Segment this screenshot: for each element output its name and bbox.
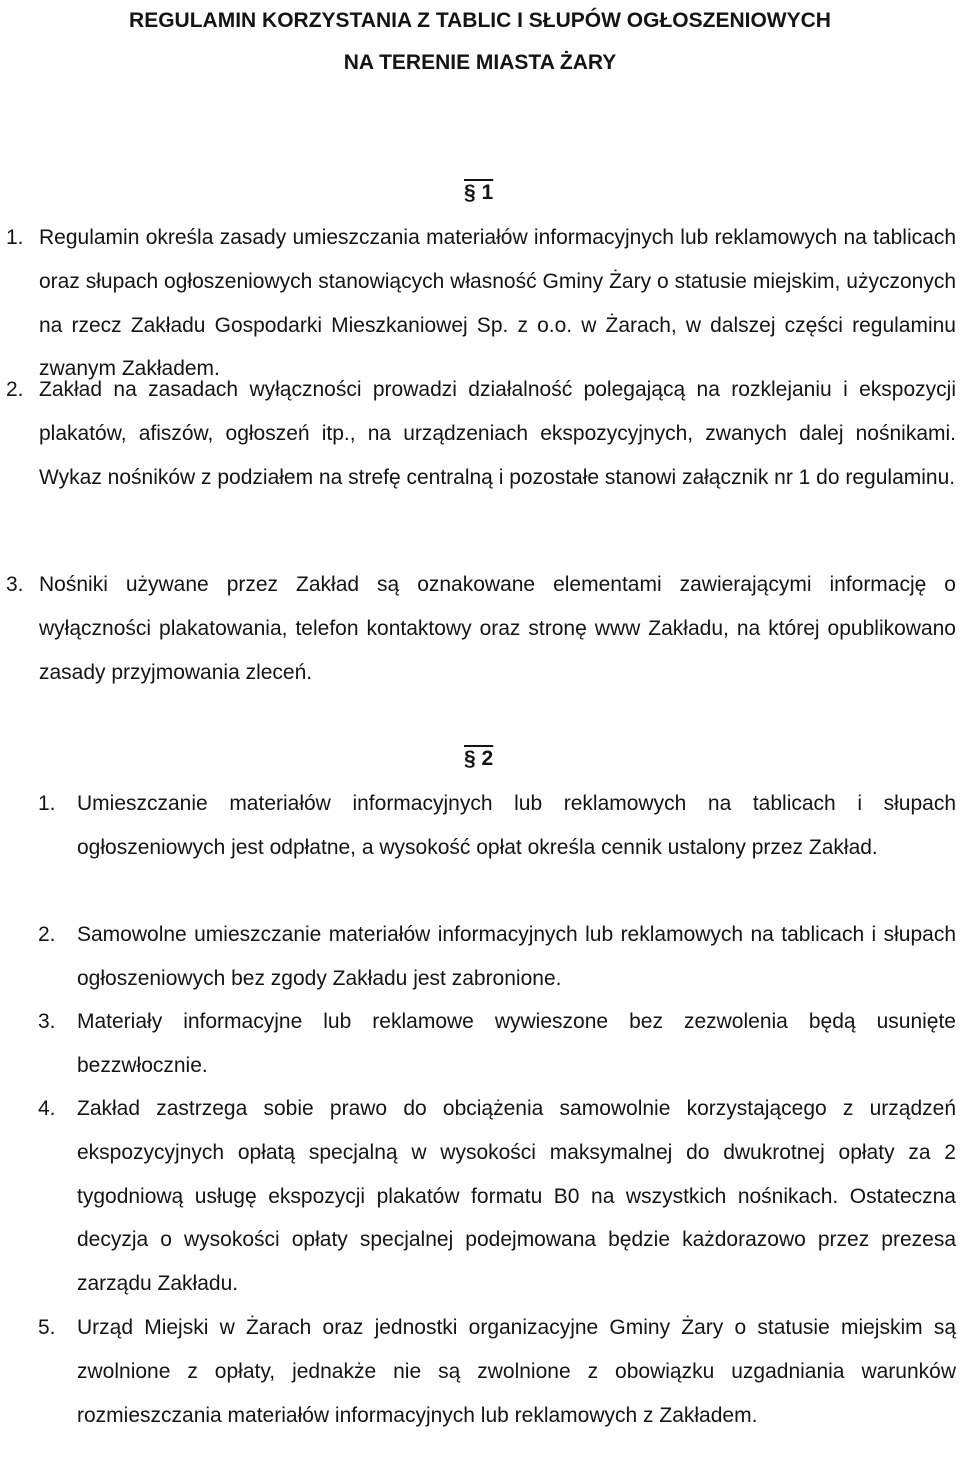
section-2-item-3	[38, 1000, 956, 1088]
item-number: 2.	[6, 378, 24, 401]
section-2-item-4	[38, 1087, 956, 1306]
section-2-heading: § 2	[464, 747, 494, 770]
item-number: 4.	[38, 1097, 56, 1120]
item-text: Nośniki używane przez Zakład są oznakowane elementami zawierającymi informację o wyłączności plakatowania, telefon kontaktowy oraz stronę www Zakładu, na której opublikowano zasady przyjmowania zleceń.	[39, 573, 956, 684]
section-1-item-2	[6, 368, 956, 499]
item-text: Zakład na zasadach wyłączności prowadzi działalność polegającą na rozklejaniu i ekspozycji plakatów, afiszów, ogłoszeń itp., na urządzeniach ekspozycyjnych, zwanych dalej nośnikami. Wykaz nośników z podziałem na strefę centralną i pozostałe stanowi załącznik nr 1 do regulaminu.	[39, 378, 956, 489]
item-number: 3.	[6, 573, 24, 596]
item-text: Samowolne umieszczanie materiałów informacyjnych lub reklamowych na tablicach i słupach ogłoszeniowych bez zgody Zakładu jest zabronione.	[77, 923, 956, 990]
section-1-item-1	[6, 216, 956, 391]
title-line-2: NA TERENIE MIASTA ŻARY	[343, 51, 617, 74]
section-2-item-2	[38, 913, 956, 1001]
item-number: 1.	[6, 226, 24, 249]
section-2-item-5	[38, 1306, 956, 1437]
item-text: Materiały informacyjne lub reklamowe wywieszone bez zezwolenia będą usunięte bezzwłocznie.	[77, 1010, 956, 1077]
document-title	[0, 0, 960, 84]
item-text: Umieszczanie materiałów informacyjnych lub reklamowych na tablicach i słupach ogłoszeniowych jest odpłatne, a wysokość opłat określa cennik ustalony przez Zakład.	[77, 792, 956, 859]
item-text: Zakład zastrzega sobie prawo do obciążenia samowolnie korzystającego z urządzeń ekspozycyjnych opłatą specjalną w wysokości maksymalnej do dwukrotnej opłaty za 2 tygodniową usługę ekspozycji plakatów formatu B0 na wszystkich nośnikach. Ostateczna decyzja o wysokości opłaty specjalnej podejmowana będzie każdorazowo przez prezesa zarządu Zakładu.	[77, 1097, 956, 1296]
item-number: 5.	[38, 1316, 56, 1339]
section-1-item-3	[6, 563, 956, 694]
item-number: 2.	[38, 923, 56, 946]
section-1-heading: § 1	[464, 181, 494, 204]
item-number: 3.	[38, 1010, 56, 1033]
item-text: Urząd Miejski w Żarach oraz jednostki organizacyjne Gminy Żary o statusie miejskim są zwolnione z opłaty, jednakże nie są zwolnione z obowiązku uzgadniania warunków rozmieszczania materiałów informacyjnych lub reklamowych z Zakładem.	[77, 1316, 956, 1427]
item-number: 1.	[38, 792, 56, 815]
title-line-1: REGULAMIN KORZYSTANIA Z TABLIC I SŁUPÓW OGŁOSZENIOWYCH	[129, 9, 831, 32]
item-text: Regulamin określa zasady umieszczania materiałów informacyjnych lub reklamowych na tablicach oraz słupach ogłoszeniowych stanowiących własność Gminy Żary o statusie miejskim, użyczonych na rzecz Zakładu Gospodarki Mieszkaniowej Sp. z o.o. w Żarach, w dalszej części regulaminu zwanym Zakładem.	[39, 226, 956, 381]
section-2-item-1	[38, 782, 956, 870]
